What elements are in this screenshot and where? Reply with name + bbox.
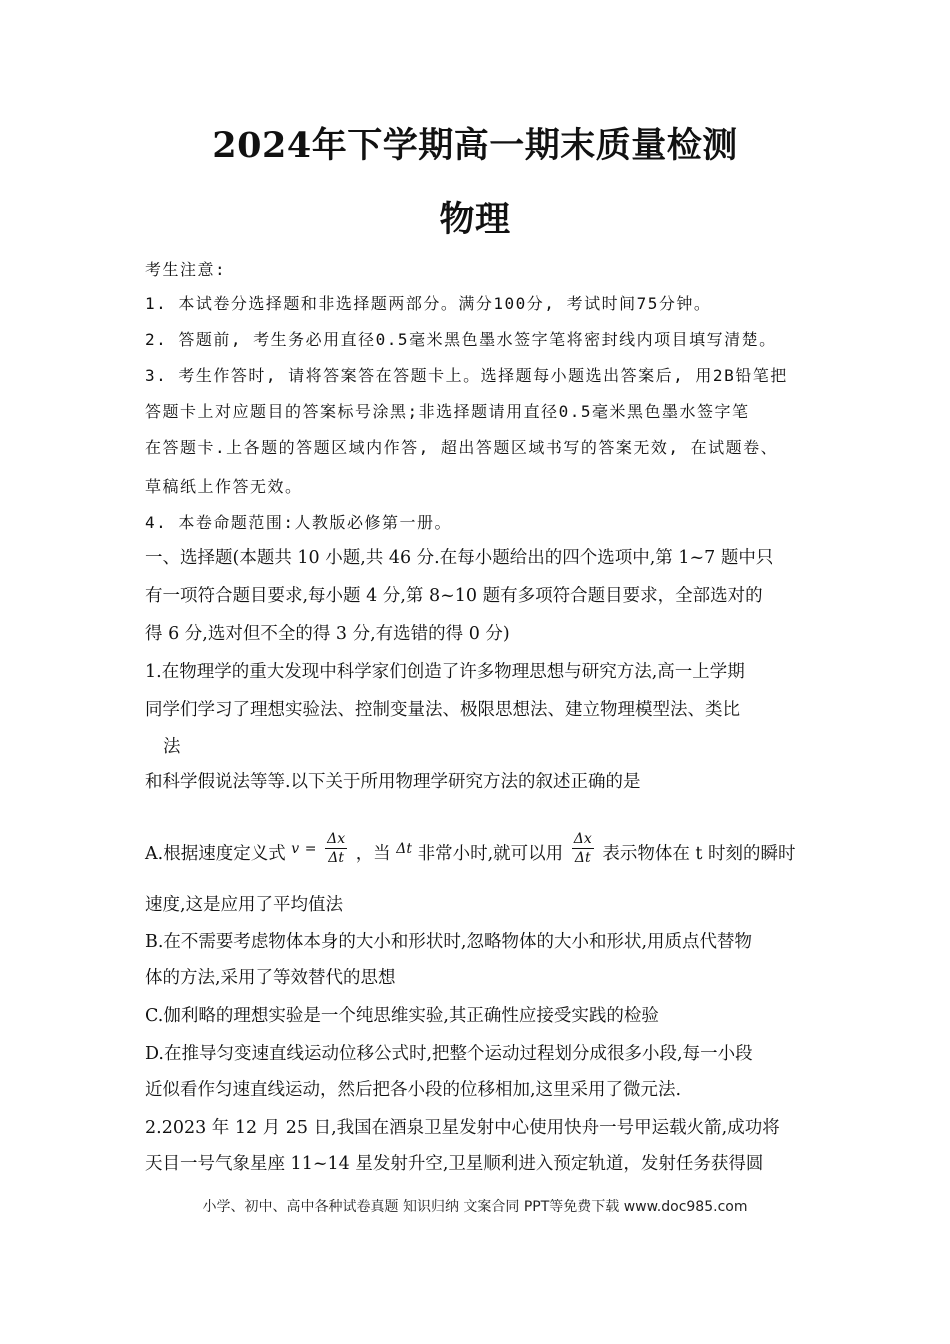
- exam-subject: 物理: [439, 199, 511, 240]
- footer-watermark: 小学、初中、高中各种试卷真题 知识归纳 文案合同 PPT等免费下载 www.doc985.com: [202, 1199, 748, 1215]
- section-instruction: 有一项符合题目要求,每小题 4 分,第 8~10 题有多项符合题目要求，全部选对的: [145, 586, 763, 606]
- notice-item: 2. 答题前, 考生务必用直径0.5毫米黑色墨水签字笔将密封线内项目填写清楚。: [145, 330, 777, 349]
- notice-item: 草稿纸上作答无效。: [145, 477, 303, 496]
- fraction-denominator: Δt: [328, 850, 344, 866]
- velocity-fraction: [325, 830, 347, 867]
- ratio-fraction: [572, 830, 594, 867]
- fraction-numerator: Δx: [573, 831, 592, 847]
- question-2: 2.2023 年 12 月 25 日,我国在酒泉卫星发射中心使用快舟一号甲运载火箭,成功将: [145, 1118, 780, 1138]
- question-stem: 法: [163, 737, 181, 757]
- notice-item: 1. 本试卷分选择题和非选择题两部分。满分100分, 考试时间75分钟。: [145, 294, 712, 313]
- option-a-text: 非常小时,就可以用: [417, 844, 564, 864]
- notice-item: 4. 本卷命题范围:人教版必修第一册。: [145, 513, 453, 532]
- option-a-text: 表示物体在 t 时刻的瞬时: [602, 844, 796, 864]
- option-b: B.在不需要考虑物体本身的大小和形状时,忽略物体的大小和形状,用质点代替物: [145, 932, 753, 952]
- option-a-continuation: 速度,这是应用了平均值法: [145, 895, 344, 915]
- question-stem: 和科学假说法等等.以下关于所用物理学研究方法的叙述正确的是: [145, 772, 641, 792]
- notice-heading: 考生注意:: [145, 260, 227, 279]
- option-d: D.在推导匀变速直线运动位移公式时,把整个运动过程划分成很多小段,每一小段: [145, 1044, 753, 1064]
- exam-title: 2024年下学期高一期末质量检测: [212, 125, 738, 166]
- option-b: 体的方法,采用了等效替代的思想: [145, 968, 396, 988]
- fraction-numerator: Δx: [327, 831, 346, 847]
- question-stem: 同学们学习了理想实验法、控制变量法、极限思想法、建立物理模型法、类比: [145, 700, 740, 720]
- option-a-text: ，当: [355, 844, 391, 864]
- option-a: [145, 831, 810, 873]
- section-instruction: 得 6 分,选对但不全的得 3 分,有选错的得 0 分): [145, 624, 510, 644]
- question-stem: 1.在物理学的重大发现中科学家们创造了许多物理思想与研究方法,高一上学期: [145, 662, 745, 682]
- notice-item: 3. 考生作答时, 请将答案答在答题卡上。选择题每小题选出答案后, 用2B铅笔把: [145, 366, 788, 385]
- notice-item: 答题卡上对应题目的答案标号涂黑;非选择题请用直径0.5毫米黑色墨水签字笔: [145, 402, 750, 421]
- equals-sign: =: [304, 841, 317, 857]
- option-a-text: A.根据速度定义式: [145, 844, 286, 864]
- option-d: 近似看作匀速直线运动，然后把各小段的位移相加,这里采用了微元法.: [145, 1080, 682, 1100]
- question-2: 天目一号气象星座 11~14 星发射升空,卫星顺利进入预定轨道，发射任务获得圆: [145, 1154, 764, 1174]
- delta-t-symbol: Δt: [396, 841, 413, 857]
- notice-item: 在答题卡.上各题的答题区域内作答, 超出答题区域书写的答案无效, 在试题卷、: [145, 438, 779, 457]
- velocity-symbol: v: [291, 841, 300, 857]
- option-c: C.伽利略的理想实验是一个纯思维实验,其正确性应接受实践的检验: [145, 1006, 659, 1026]
- fraction-denominator: Δt: [574, 850, 591, 866]
- section-instruction: 一、选择题(本题共 10 小题,共 46 分.在每小题给出的四个选项中,第 1~7 题中只: [145, 548, 774, 568]
